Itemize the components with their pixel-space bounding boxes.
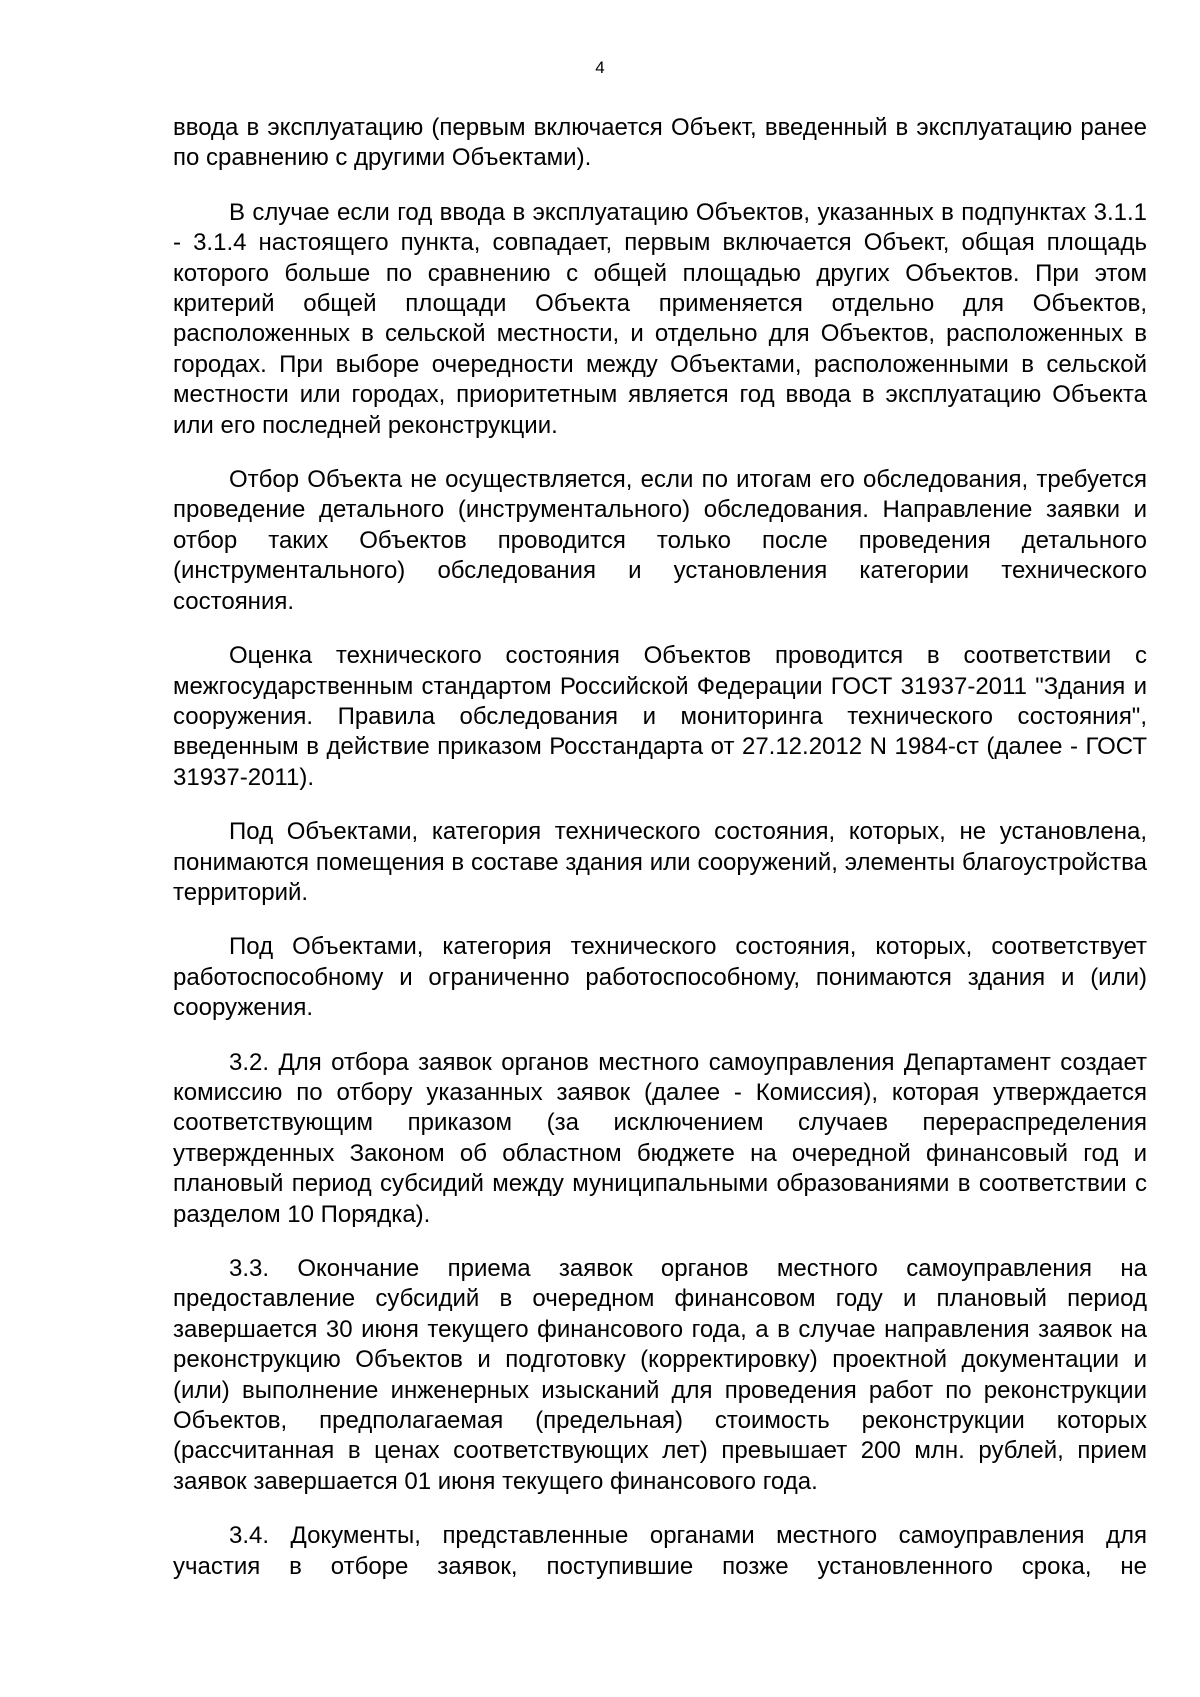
page-number: 4: [595, 58, 605, 77]
paragraph-section-3-3: 3.3. Окончание приема заявок органов местного самоуправления на предоставление субсидий в очередном финансовом году и плановый период завершается 30 июня текущего финансового года, а в случае направления заявок на реконструкцию Объектов и подготовку (корректировку) проектной документации и (или) выполнение инженерных изысканий для проведения работ по реконструкции Объектов, предполагаемая (предельная) стоимость реконструкции которых (рассчитанная в ценах соответствующих лет) превышает 200 млн. рублей, прием заявок завершается 01 июня текущего финансового года.: [173, 1255, 1147, 1495]
paragraph-same-year-priority: В случае если год ввода в эксплуатацию Объектов, указанных в подпунктах 3.1.1 - 3.1.4 настоящего пункта, совпадает, первым включается Объект, общая площадь которого больше по сравнению с общей площадью других Объектов. При этом критерий общей площади Объекта применяется отдельно для Объектов, расположенных в сельской местности, и отдельно для Объектов, расположенных в городах. При выборе очередности между Объектами, расположенными в сельской местности или городах, приоритетным является год ввода в эксплуатацию Объекта или его последней реконструкции.: [173, 198, 1147, 439]
paragraph-section-3-2: 3.2. Для отбора заявок органов местного самоуправления Департамент создает комиссию по отбору указанных заявок (далее - Комиссия), которая утверждается соответствующим приказом (за исключением случаев перераспределения утвержденных Законом об областном бюджете на очередной финансовый год и плановый период субсидий между муниципальными образованиями в соответствии с разделом 10 Порядка).: [173, 1048, 1147, 1228]
paragraph-operable-objects: Под Объектами, категория технического состояния, которых, соответствует работоспособному и ограниченно работоспособному, понимаются здания и (или) сооружения.: [173, 933, 1147, 1022]
document-body: [173, 113, 1147, 1582]
paragraph-technical-assessment: Оценка технического состояния Объектов проводится в соответствии с межгосударственным стандартом Российской Федерации ГОСТ 31937-2011 "Здания и сооружения. Правила обследования и мониторинга технического состояния", введенным в действие приказом Росстандарта от 27.12.2012 N 1984-ст (далее - ГОСТ 31937-2011).: [173, 642, 1147, 791]
paragraph-section-3-4: 3.4. Документы, представленные органами местного самоуправления для участия в отборе заявок, поступившие позже установленного срока, не: [173, 1522, 1147, 1580]
paragraph-unset-category-objects: Под Объектами, категория технического состояния, которых, не установлена, понимаются помещения в составе здания или сооружений, элементы благоустройства территорий.: [173, 818, 1147, 906]
paragraph-continuation: ввода в эксплуатацию (первым включается Объект, введенный в эксплуатацию ранее по сравнению с другими Объектами).: [173, 114, 1147, 172]
paragraph-selection-exclusion: Отбор Объекта не осуществляется, если по итогам его обследования, требуется проведение детального (инструментального) обследования. Направление заявки и отбор таких Объектов проводится только после проведения детального (инструментального) обследования и установления категории технического состояния.: [173, 466, 1147, 615]
